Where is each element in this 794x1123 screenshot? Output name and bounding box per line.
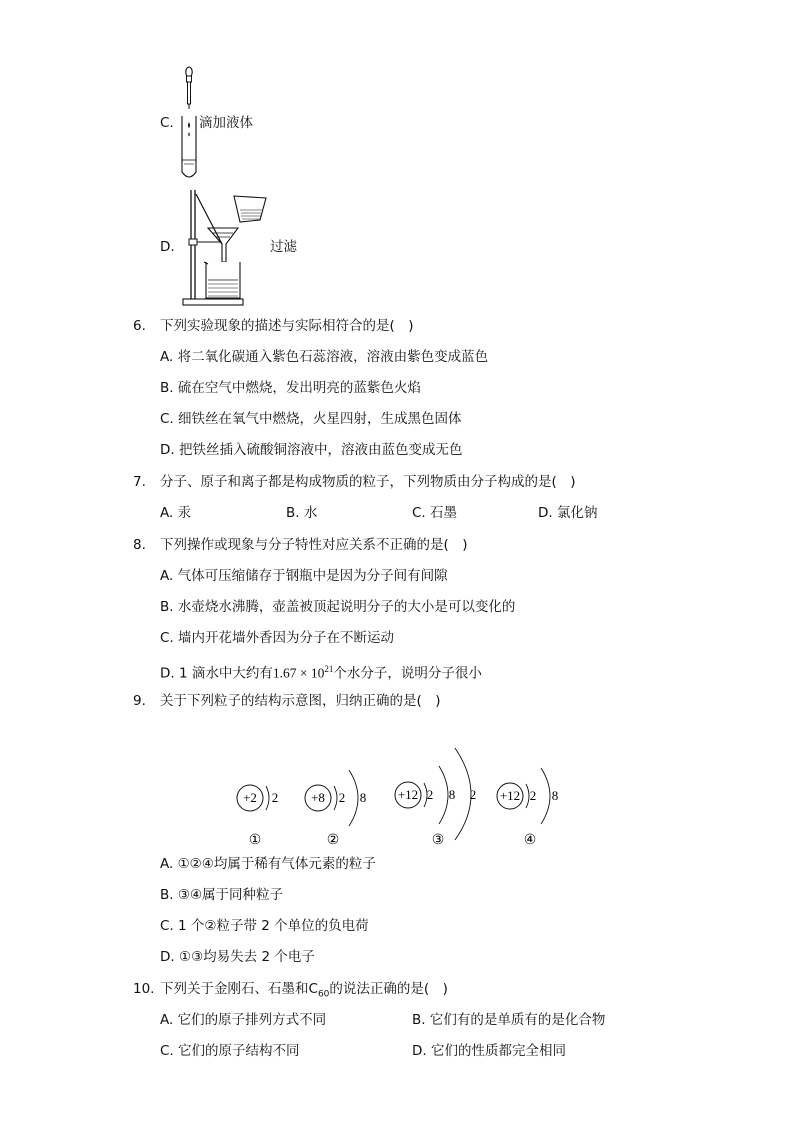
q10-number: 10. — [133, 981, 155, 997]
option-c-letter: C. — [160, 115, 174, 131]
q8-option-c: C. 墙内开花墙外香因为分子在不断运动 — [160, 630, 395, 646]
q10-stem-pre: 下列关于金刚石、石墨和C — [160, 981, 318, 997]
option-d-letter: D. — [160, 239, 175, 255]
q9-option-b: B. ③④属于同种粒子 — [160, 887, 284, 903]
q7-option-c: C. 石墨 — [412, 505, 458, 521]
q8-option-a: A. 气体可压缩储存于钢瓶中是因为分子间有间隙 — [160, 568, 448, 584]
particle-2-nucleus: +8 — [311, 790, 325, 805]
q8-number: 8. — [133, 537, 146, 553]
q10-stem — [160, 980, 448, 1004]
q9-stem: 关于下列粒子的结构示意图，归纳正确的是( ) — [160, 693, 441, 709]
q8-stem: 下列操作或现象与分子特性对应关系不正确的是( ) — [160, 537, 468, 553]
q6-option-b: B. 硫在空气中燃烧，发出明亮的蓝紫色火焰 — [160, 380, 421, 396]
particle-4-label: ④ — [523, 833, 537, 848]
particle-3-shell-1: 2 — [426, 787, 434, 802]
particle-3-nucleus: +12 — [397, 787, 419, 802]
q7-stem: 分子、原子和离子都是构成物质的粒子，下列物质由分子构成的是( ) — [160, 474, 576, 490]
particle-3-label: ③ — [431, 833, 445, 848]
particle-3-shell-3: 2 — [469, 787, 477, 802]
q8-option-d-prefix: D. 1 滴水中大约有 — [160, 665, 273, 682]
q6-stem: 下列实验现象的描述与实际相符合的是( ) — [160, 318, 414, 334]
q9-option-a: A. ①②④均属于稀有气体元素的粒子 — [160, 856, 376, 872]
particle-3-diagram — [395, 748, 476, 848]
particle-2-label: ② — [326, 833, 340, 848]
particle-4-shell-2: 8 — [551, 788, 559, 803]
q6-number: 6. — [133, 318, 146, 334]
option-d-label: 过滤 — [270, 239, 297, 255]
particle-1-nucleus: +2 — [243, 790, 257, 805]
q10-option-d: D. 它们的性质都完全相同 — [412, 1043, 566, 1059]
particle-1-label: ① — [248, 833, 262, 848]
q10-stem-subscript: 60 — [317, 989, 330, 1000]
particle-2-shell-1: 2 — [338, 790, 346, 805]
q9-number: 9. — [133, 693, 146, 709]
q10-option-a: A. 它们的原子排列方式不同 — [160, 1012, 327, 1028]
q7-option-b: B. 水 — [286, 505, 318, 521]
particle-4-shell-1: 2 — [529, 788, 537, 803]
q8-option-d-suffix: 个水分子，说明分子很小 — [333, 665, 482, 682]
particle-1-diagram — [237, 785, 278, 848]
particle-2-diagram — [305, 770, 366, 848]
particle-2-shell-2: 8 — [359, 790, 367, 805]
q10-option-c: C. 它们的原子结构不同 — [160, 1043, 300, 1059]
particle-3-shell-2: 8 — [448, 787, 456, 802]
q8-option-d — [160, 660, 482, 683]
q9-option-d: D. ①③均易失去 2 个电子 — [160, 949, 315, 965]
q6-option-c: C. 细铁丝在氧气中燃烧，火星四射，生成黑色固体 — [160, 411, 462, 427]
q10-stem-post: 的说法正确的是( ) — [329, 981, 448, 997]
q8-option-d-exponent: 21 — [324, 664, 334, 674]
option-c-label: 滴加液体 — [199, 115, 253, 131]
q7-option-d: D. 氯化钠 — [538, 505, 598, 521]
q9-option-c: C. 1 个②粒子带 2 个单位的负电荷 — [160, 918, 369, 934]
particle-4-nucleus: +12 — [499, 788, 521, 803]
q6-option-d: D. 把铁丝插入硫酸铜溶液中，溶液由蓝色变成无色 — [160, 442, 463, 458]
particle-1-shell-1: 2 — [271, 790, 279, 805]
filtration-apparatus-figure — [178, 186, 278, 310]
q7-option-a: A. 汞 — [160, 505, 192, 521]
particle-4-diagram — [497, 768, 558, 848]
atomic-structure-diagrams — [225, 740, 570, 850]
q8-option-b: B. 水壶烧水沸腾，壶盖被顶起说明分子的大小是可以变化的 — [160, 599, 516, 615]
q8-option-d-number: 1.67 × 10 — [272, 665, 325, 681]
q6-option-a: A. 将二氧化碳通入紫色石蕊溶液，溶液由紫色变成蓝色 — [160, 349, 489, 365]
q10-option-b: B. 它们有的是单质有的是化合物 — [412, 1012, 606, 1028]
q7-number: 7. — [133, 474, 146, 490]
